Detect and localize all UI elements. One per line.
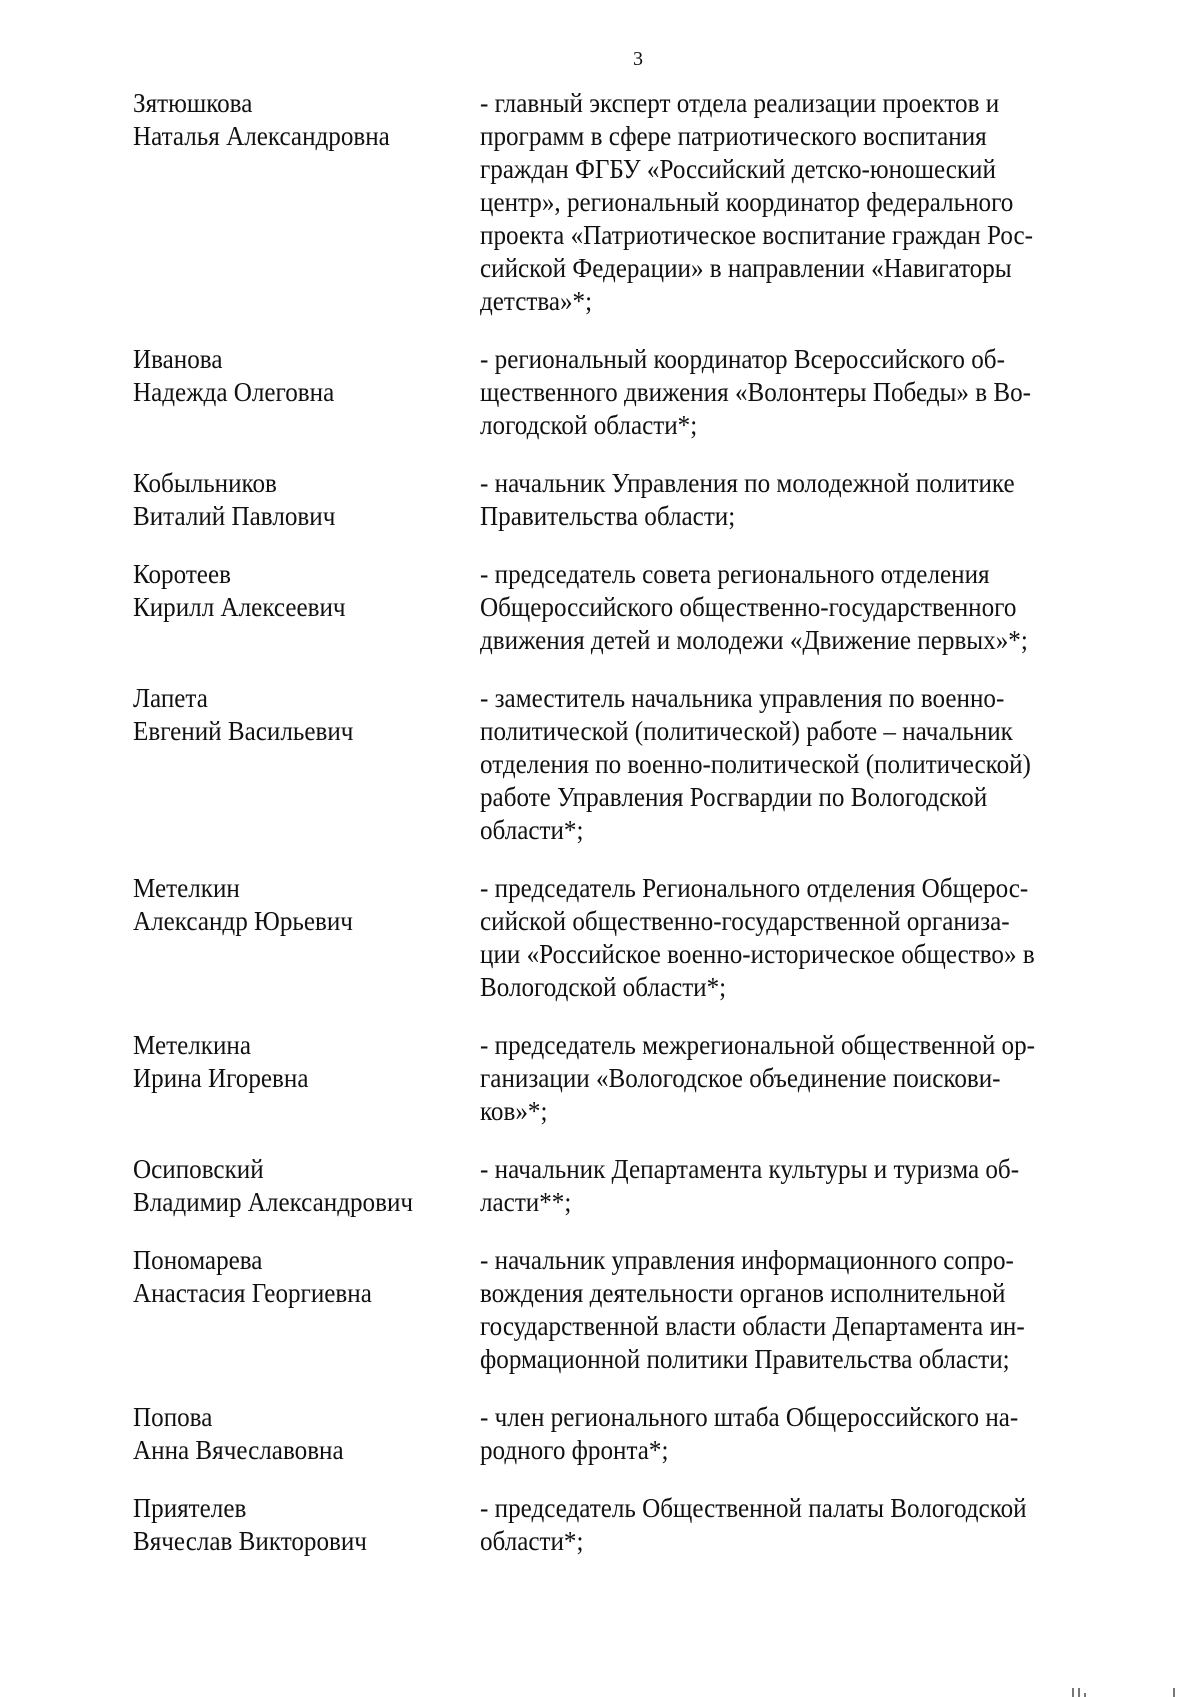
member-surname	[133, 1492, 480, 1525]
member-role-line-text: отделения по военно-политической (политической)	[480, 749, 1031, 779]
member-role-line	[480, 1062, 1100, 1095]
member-role-line	[480, 409, 1100, 442]
member-given-names-text: Вячеслав Викторович	[133, 1526, 367, 1556]
scan-artifact-marks	[1070, 1688, 1190, 1697]
member-role-line-text: - председатель Регионального отделения Общерос-	[480, 873, 1029, 903]
member-role-line	[480, 781, 1100, 814]
member-name	[133, 467, 480, 533]
member-role-line-text: граждан ФГБУ «Российский детско-юношеский	[480, 154, 996, 184]
member-row	[133, 467, 1133, 533]
member-surname	[133, 1029, 480, 1062]
member-role-line	[480, 938, 1100, 971]
member-role-line	[480, 624, 1100, 657]
member-role	[480, 558, 1100, 657]
member-surname-text: Метелкин	[133, 873, 240, 903]
member-surname	[133, 87, 480, 120]
page-number: 3	[633, 48, 643, 70]
member-surname-text: Лапета	[133, 683, 208, 713]
member-role-line	[480, 252, 1100, 285]
member-surname	[133, 558, 480, 591]
member-role-line	[480, 905, 1100, 938]
member-given-names-text: Александр Юрьевич	[133, 906, 353, 936]
member-name	[133, 1029, 480, 1095]
member-row	[133, 682, 1133, 847]
member-role-line	[480, 814, 1100, 847]
member-role-line	[480, 1186, 1100, 1219]
member-given-names	[133, 1434, 480, 1467]
member-surname	[133, 682, 480, 715]
member-role-line-text: - начальник управления информационного сопро-	[480, 1245, 1014, 1275]
member-surname-text: Попова	[133, 1402, 213, 1432]
member-given-names-text: Анна Вячеславовна	[133, 1435, 344, 1465]
member-role-line	[480, 219, 1100, 252]
member-role-line-text: - региональный координатор Всероссийского об-	[480, 344, 1005, 374]
member-role-line	[480, 1310, 1100, 1343]
member-role-line	[480, 872, 1100, 905]
member-surname	[133, 467, 480, 500]
member-role-line-text: проекта «Патриотическое воспитание граждан Рос-	[480, 220, 1034, 250]
member-given-names	[133, 500, 480, 533]
member-given-names	[133, 591, 480, 624]
member-role-line-text: - начальник Департамента культуры и туризма об-	[480, 1154, 1020, 1184]
member-surname-text: Иванова	[133, 344, 223, 374]
member-given-names-text: Кирилл Алексеевич	[133, 592, 346, 622]
member-role-line-text: политической (политической) работе – начальник	[480, 716, 1013, 746]
member-role-line-text: движения детей и молодежи «Движение первых»*;	[480, 625, 1028, 655]
member-role-line-text: - член регионального штаба Общероссийского на-	[480, 1402, 1019, 1432]
member-role-line	[480, 285, 1100, 318]
member-role	[480, 1244, 1100, 1376]
member-role-line-text: ков»*;	[480, 1096, 548, 1126]
member-surname-text: Зятюшкова	[133, 88, 253, 118]
member-role	[480, 467, 1100, 533]
member-role-line-text: - председатель межрегиональной общественной ор-	[480, 1030, 1036, 1060]
member-role-line	[480, 1343, 1100, 1376]
member-name	[133, 343, 480, 409]
member-role-line-text: государственной власти области Департамента ин-	[480, 1311, 1025, 1341]
member-surname	[133, 343, 480, 376]
member-given-names-text: Ирина Игоревна	[133, 1063, 309, 1093]
member-role-line	[480, 120, 1100, 153]
member-name	[133, 872, 480, 938]
member-role-line-text: ции «Российское военно-историческое общество» в	[480, 939, 1035, 969]
member-role-line	[480, 1401, 1100, 1434]
member-role-line	[480, 748, 1100, 781]
member-name	[133, 1401, 480, 1467]
member-name	[133, 682, 480, 748]
member-role-line-text: родного фронта*;	[480, 1435, 669, 1465]
member-surname	[133, 1401, 480, 1434]
member-role-line-text: ласти**;	[480, 1187, 572, 1217]
member-role-line	[480, 1492, 1100, 1525]
member-role-line	[480, 558, 1100, 591]
member-surname-text: Метелкина	[133, 1030, 252, 1060]
member-role-line	[480, 467, 1100, 500]
member-given-names	[133, 376, 480, 409]
member-role-line-text: программ в сфере патриотического воспитания	[480, 121, 987, 151]
member-role-line	[480, 1153, 1100, 1186]
member-role	[480, 1401, 1100, 1467]
member-role-line	[480, 1095, 1100, 1128]
member-given-names-text: Виталий Павлович	[133, 501, 336, 531]
member-row	[133, 1029, 1133, 1128]
member-role-line	[480, 1525, 1100, 1558]
member-role-line	[480, 153, 1100, 186]
member-role-line-text: детства»*;	[480, 286, 593, 316]
member-role-line	[480, 186, 1100, 219]
member-role	[480, 1029, 1100, 1128]
member-surname-text: Кобыльников	[133, 468, 277, 498]
member-role-line-text: работе Управления Росгвардии по Вологодской	[480, 782, 988, 812]
member-role-line-text: сийской общественно-государственной организа-	[480, 906, 1010, 936]
member-given-names-text: Надежда Олеговна	[133, 377, 335, 407]
member-row	[133, 872, 1133, 1004]
member-name	[133, 87, 480, 153]
member-row	[133, 1401, 1133, 1467]
member-role-line-text: области*;	[480, 1526, 584, 1556]
member-given-names-text: Анастасия Георгиевна	[133, 1278, 372, 1308]
member-given-names	[133, 1186, 480, 1219]
member-role-line	[480, 87, 1100, 120]
member-surname	[133, 1244, 480, 1277]
member-role-line	[480, 1244, 1100, 1277]
member-surname-text: Коротеев	[133, 559, 231, 589]
member-role-line	[480, 376, 1100, 409]
member-row	[133, 1153, 1133, 1219]
member-given-names	[133, 1525, 480, 1558]
member-role-line	[480, 1434, 1100, 1467]
member-role	[480, 1153, 1100, 1219]
member-name	[133, 1153, 480, 1219]
member-given-names	[133, 905, 480, 938]
member-role-line-text: Правительства области;	[480, 501, 736, 531]
member-role-line	[480, 971, 1100, 1004]
member-role-line-text: - председатель Общественной палаты Вологодской	[480, 1493, 1027, 1523]
member-role-line	[480, 1277, 1100, 1310]
member-role	[480, 872, 1100, 1004]
member-role-line-text: щественного движения «Волонтеры Победы» в Во-	[480, 377, 1032, 407]
member-row	[133, 87, 1133, 318]
member-surname	[133, 872, 480, 905]
member-role-line-text: Вологодской области*;	[480, 972, 727, 1002]
member-role-line-text: логодской области*;	[480, 410, 698, 440]
member-row	[133, 1492, 1133, 1558]
member-row	[133, 558, 1133, 657]
member-name	[133, 558, 480, 624]
member-role	[480, 682, 1100, 847]
member-role	[480, 87, 1100, 318]
member-surname-text: Осиповский	[133, 1154, 264, 1184]
member-row	[133, 1244, 1133, 1376]
member-given-names-text: Наталья Александровна	[133, 121, 390, 151]
member-given-names	[133, 1277, 480, 1310]
member-role-line	[480, 343, 1100, 376]
member-role-line-text: центр», региональный координатор федерального	[480, 187, 1014, 217]
member-given-names	[133, 120, 480, 153]
member-role-line-text: области*;	[480, 815, 584, 845]
member-role-line	[480, 500, 1100, 533]
member-role-line-text: - председатель совета регионального отделения	[480, 559, 990, 589]
member-given-names-text: Владимир Александрович	[133, 1187, 414, 1217]
members-list	[133, 87, 1133, 1583]
member-name	[133, 1492, 480, 1558]
member-surname	[133, 1153, 480, 1186]
member-role-line-text: вождения деятельности органов исполнительной	[480, 1278, 1006, 1308]
member-given-names	[133, 715, 480, 748]
member-role-line	[480, 1029, 1100, 1062]
member-given-names-text: Евгений Васильевич	[133, 716, 354, 746]
member-role-line	[480, 591, 1100, 624]
member-role	[480, 343, 1100, 442]
member-role-line-text: - начальник Управления по молодежной политике	[480, 468, 1015, 498]
member-role-line-text: - главный эксперт отдела реализации проектов и	[480, 88, 1000, 118]
member-role-line-text: формационной политики Правительства области;	[480, 1344, 1010, 1374]
member-role-line-text: сийской Федерации» в направлении «Навигаторы	[480, 253, 1012, 283]
member-role-line	[480, 682, 1100, 715]
member-role-line-text: - заместитель начальника управления по военно-	[480, 683, 1005, 713]
member-row	[133, 343, 1133, 442]
member-role-line-text: Общероссийского общественно-государственного	[480, 592, 1017, 622]
member-surname-text: Пономарева	[133, 1245, 263, 1275]
member-surname-text: Приятелев	[133, 1493, 247, 1523]
member-role-line	[480, 715, 1100, 748]
member-name	[133, 1244, 480, 1310]
member-role-line-text: ганизации «Вологодское объединение поискови-	[480, 1063, 1001, 1093]
member-given-names	[133, 1062, 480, 1095]
member-role	[480, 1492, 1100, 1558]
